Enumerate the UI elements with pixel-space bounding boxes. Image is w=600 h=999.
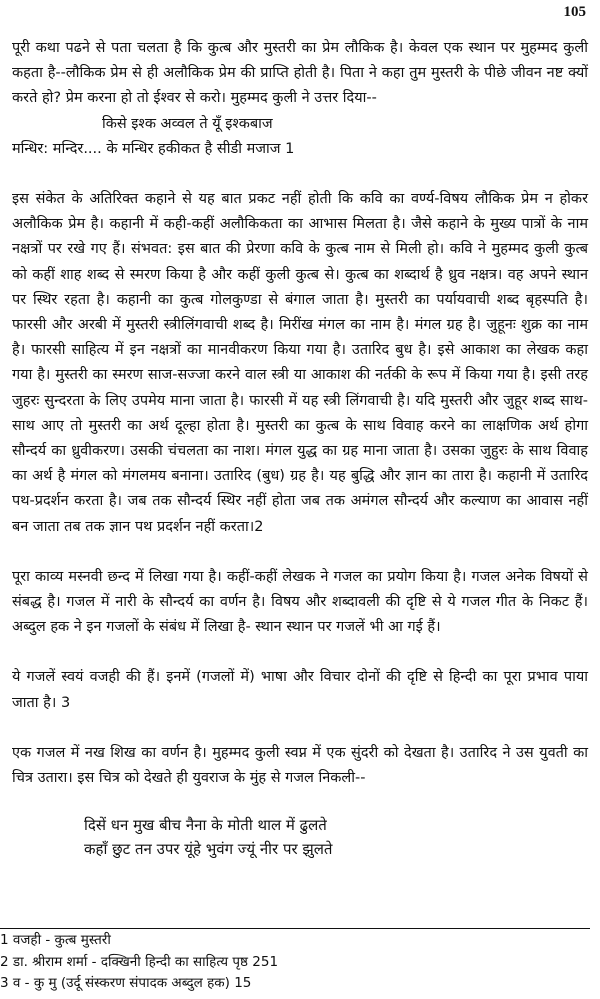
footnotes: [0, 930, 590, 995]
paragraph-1-text: पूरी कथा पढने से पता चलता है कि कुत्ब और मुस्तरी का प्रेम लौकिक है। केवल एक स्थान पर मुहम्मद कुली कहता है--लौकिक प्रेम से ही अलौकिक प्रेम की प्राप्ति होती है। पिता ने कहा तुम मुस्तरी के पीछे जीवन नष्ट क्यों करते हो? प्रेम करना हो तो ईश्वर से करो। मुहम्मद कुली ने उत्तर दिया--: [12, 40, 588, 107]
verse-one-line-1: किसे इश्क अव्वल ते यूँ इश्कबाज: [102, 115, 273, 132]
main-text: [0, 36, 600, 861]
footnote-2: 2 डा. श्रीराम शर्मा - दक्खिनी हिन्दी का साहित्य पृष्ठ 251: [0, 953, 279, 970]
page-number: 105: [563, 4, 586, 20]
ghazal-line-2: कहाँ छुट तन उपर यूंहे भुवंग ज्यूं नीर पर झुलते: [84, 840, 333, 859]
footnote-divider: [0, 928, 590, 929]
paragraph-3: पूरा काव्य मस्नवी छन्द में लिखा गया है। कहीं-कहीं लेखक ने गजल का प्रयोग किया है। गजल अनेक विषयों से संबद्ध है। गजल में नारी के सौन्दर्य का वर्णन है। विषय और शब्दावली की दृष्टि से ये गजल गीत के निकट हैं। अब्दुल हक ने इन गजलों के संबंध में लिखा है- स्थान स्थान पर गजलें भी आ गई हैं।: [12, 568, 588, 636]
footnote-1: 1 वजही - कुत्ब मुस्तरी: [0, 932, 111, 948]
paragraph-1: [12, 36, 588, 112]
footnote-3: 3 व - कु मु (उर्दू संस्करण संपादक अब्दुल हक) 15: [0, 975, 252, 991]
paragraph-4: ये गजलें स्वयं वजही की हैं। इनमें (गजलों में) भाषा और विचार दोनों की दृष्टि से हिन्दी का पूरा प्रभाव पाया जाता है। 3: [12, 669, 588, 711]
verse-one-line-2: मन्धिर: मन्दिर.... के मन्धिर हकीकत है सीडी मजाज 1: [12, 140, 295, 157]
paragraph-2: इस संकेत के अतिरिक्त कहाने से यह बात प्रकट नहीं होती कि कवि का वर्ण्य-विषय लौकिक प्रेम न होकर अलौकिक प्रेम है। कहानी में कही-कहीं अलौकिकता का आभास मिलता है। जैसे कहाने के मुख्य पात्रों के नाम नक्षत्रों पर रखे गए हैं। संभवत: इस बात की प्रेरणा कवि के कुत्ब नाम से मिली हो। कवि ने मुहम्मद कुली कुत्ब को कहीं शाह शब्द से स्मरण किया है और कहीं कुली कुत्ब से। कुत्ब का शब्दार्थ है ध्रुव नक्षत्र। वह अपने स्थान पर स्थिर रहता है। कहानी का कुत्ब गोलकुण्डा से बंगाल जाता है। मुस्तरी का पर्यायवाची शब्द बृहस्पति है। फारसी और अरबी में मुस्तरी स्त्रीलिंगवाची शब्द है। मिरींख मंगल का नाम है। मंगल ग्रह है। जुहूनः शुक्र का नाम है। फारसी साहित्य में इन नक्षत्रों का मानवीकरण किया गया है। उतारिद बुध है। इसे आकाश का लेखक कहा गया है। मुस्तरी का स्मरण साज-सज्जा करने वाल स्त्री या आकाश की नर्तकी के रूप में किया गया है। इसी तरह जुहरः सुन्दरता के लिए उपमेय माना जाता है। फारसी में यह स्त्री लिंगवाची है। यदि मुस्तरी और जुहूर शब्द साथ-साथ आए तो मुस्तरी का अर्थ दूल्हा होता है। मुस्तरी का कुत्ब के साथ विवाह करने का लाक्षणिक अर्थ होगा सौन्दर्य का ध्रुवीकरण। उसकी चंचलता का नाश। मंगल युद्ध का ग्रह माना जाता है। उसका जुहुरः के साथ विवाह का अर्थ है मंगल को मंगलमय बनाना। उतारिद (बुध) ग्रह है। यह बुद्धि और ज्ञान का तारा है। कहानी में उतारिद पथ-प्रदर्शन करता है। जब तक सौन्दर्य स्थिर नहीं होता जब तक अमंगल सौन्दर्य और कल्याण का आवास नहीं बन जाता तब तक ज्ञान पथ प्रदर्शन नहीं करता।2: [12, 191, 588, 535]
ghazal-verse: [12, 813, 588, 861]
paragraph-5: एक गजल में नख शिख का वर्णन है। मुहम्मद कुली स्वप्न में एक सुंदरी को देखता है। उतारिद ने उस युवती का चित्र उतारा। इस चित्र को देखते ही युवराज के मुंह से गजल निकली--: [12, 744, 588, 787]
ghazal-line-1: दिसें धन मुख बीच नैना के मोती थाल में ढुलते: [84, 816, 327, 835]
